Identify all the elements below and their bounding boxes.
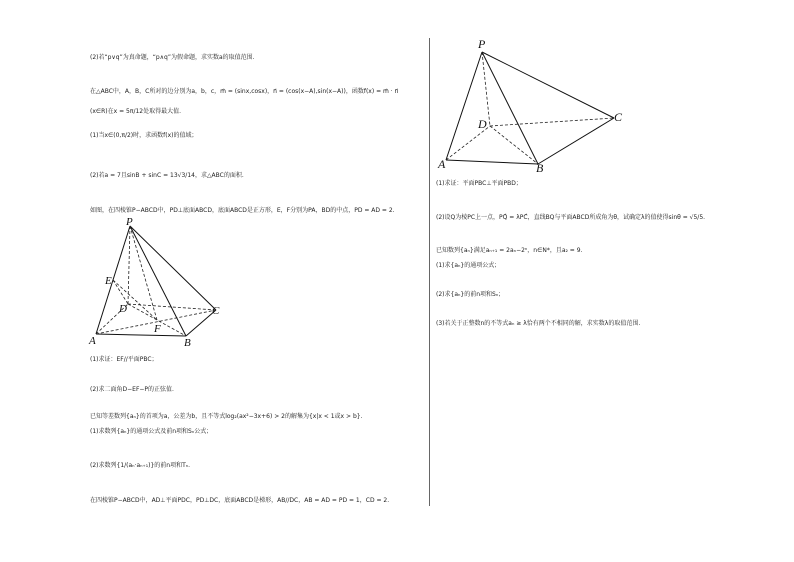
vertex-label-E: E xyxy=(105,275,112,287)
problem-text: (2)若a = 7且sinB + sinC = 13√3/14，求△ABC的面积. xyxy=(90,172,244,179)
vertex-label-B: B xyxy=(536,161,544,175)
problem-text: (x∈R)在x = 5π/12处取得最大值. xyxy=(90,108,182,115)
problem-text: (2)求数列{1/(aₙ·aₙ₊₁)}的前n项和Tₙ. xyxy=(90,462,191,469)
problem-text: (1)求数列{aₙ}的通项公式及前n项和Sₙ公式； xyxy=(90,428,213,435)
vertex-label-A: A xyxy=(89,335,96,347)
problem-text: 已知等差数列{aₙ}的首项为a，公差为b，且不等式log₂(ax²−3x+6) > 2的解集为{x|x < 1或x > b}. xyxy=(90,413,363,420)
problem-text: (2)设Q为棱PC上一点，PQ⃗ = λPC⃗，直线BQ与平面ABCD所成角为θ，试确定λ的值使得sinθ = √5/5. xyxy=(436,214,706,221)
problem-text: (2)求二面角D−EF−P的正弦值. xyxy=(90,386,174,393)
problem-text: (3)若关于正整数n的不等式aₙ ≥ λ恰有两个不相同的解，求实数λ的取值范围. xyxy=(436,320,641,327)
vertex-label-F: F xyxy=(154,323,161,335)
problem-text: (1)求{aₙ}的通项公式； xyxy=(436,262,501,269)
problem-text: (2)若“p∨q”为真命题，“p∧q”为假命题，求实数a的取值范围. xyxy=(90,54,255,61)
problem-text: (1)求证：平面PBC⊥平面PBD； xyxy=(436,180,522,187)
problem-text: 如图，在四棱锥P−ABCD中，PD⊥底面ABCD，底面ABCD是正方形，E，F分别为PA，BD的中点，PD = AD = 2. xyxy=(90,207,395,214)
vertex-label-D: D xyxy=(478,117,487,131)
problem-text: 在△ABC中，A，B，C所对的边分别为a，b，c，m⃗ = (sinx,cosx)，n⃗ = (cos(x−A),sin(x−A))，函数f(x) = m⃗ · n⃗ xyxy=(90,88,399,95)
vertex-label-A: A xyxy=(438,157,446,171)
problem-text: 在四棱锥P−ABCD中，AD⊥平面PDC，PD⊥DC，底面ABCD是梯形，AB//DC，AB = AD = PD = 1，CD = 2. xyxy=(90,497,390,504)
column-divider xyxy=(429,38,430,506)
pyramid-figure-left xyxy=(88,216,228,348)
vertex-label-P: P xyxy=(478,37,486,51)
vertex-label-B: B xyxy=(184,337,191,349)
problem-text: 已知数列{aₙ}满足aₙ₊₁ = 2aₙ−2ⁿ，n∈N*，且a₂ = 9. xyxy=(436,247,583,254)
vertex-label-C: C xyxy=(212,305,220,317)
vertex-label-C: C xyxy=(614,110,623,124)
problem-text: (2)求{aₙ}的前n项和Sₙ； xyxy=(436,291,505,298)
problem-text: (1)求证：EF//平面PBC； xyxy=(90,356,158,363)
problem-text: (1)当x∈(0,π/2)时，求函数f(x)的值域； xyxy=(90,132,198,139)
pyramid-figure-right xyxy=(436,34,626,174)
vertex-label-D: D xyxy=(119,303,127,315)
vertex-label-P: P xyxy=(126,216,133,228)
